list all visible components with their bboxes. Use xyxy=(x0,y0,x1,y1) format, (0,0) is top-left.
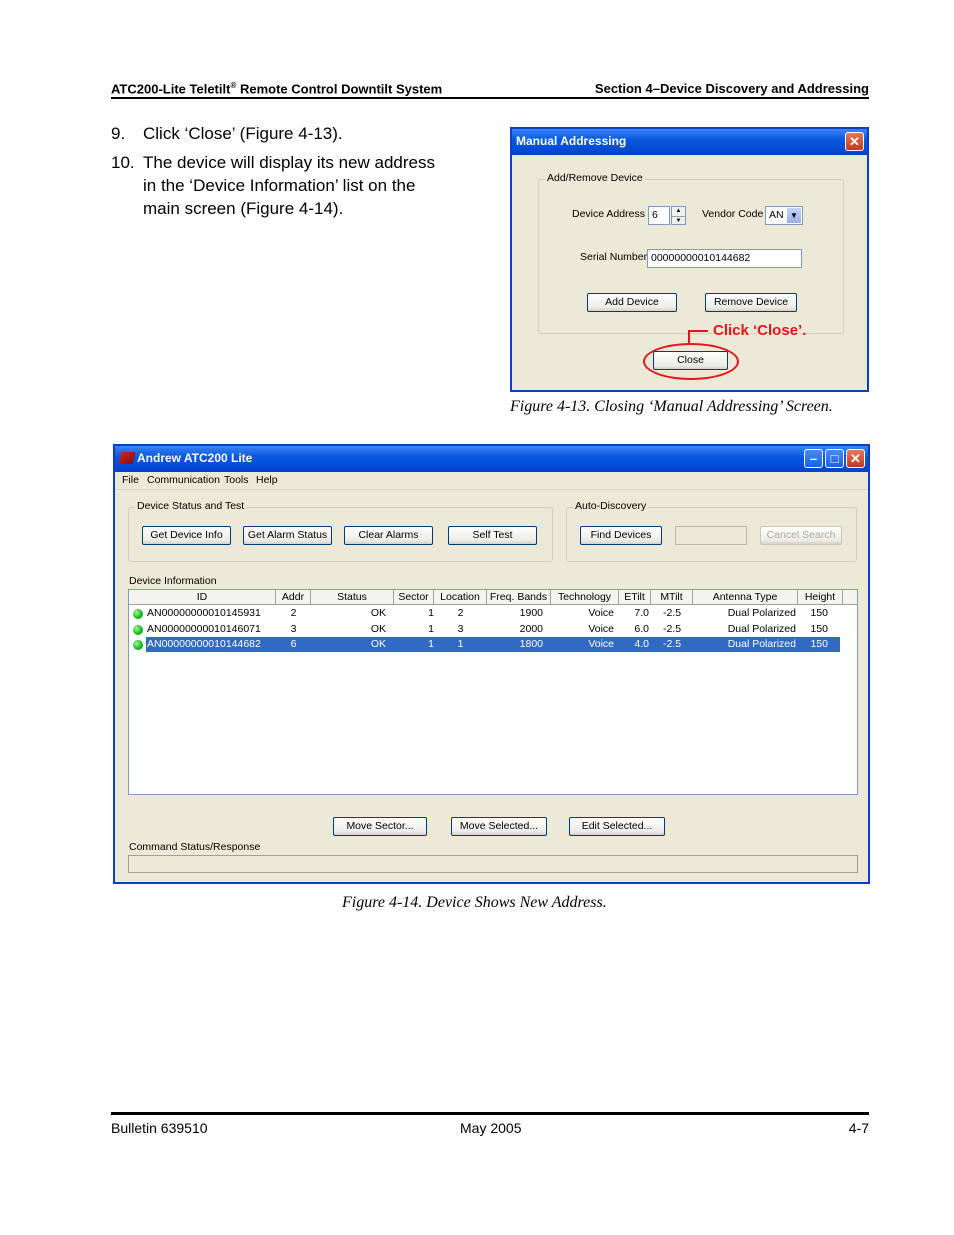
cell-addr: 3 xyxy=(290,622,297,635)
move-sector-button[interactable]: Move Sector... xyxy=(333,817,427,836)
cell-etilt: 4.0 xyxy=(634,638,649,650)
header-left-title: ATC200-Lite Teletilt® Remote Control Downtilt System xyxy=(111,81,443,97)
cell-sector: 1 xyxy=(428,638,434,650)
menu-bar xyxy=(115,472,868,490)
cell-mtilt: -2.5 xyxy=(662,607,682,619)
cell-freq-bands: 1800 xyxy=(519,638,543,650)
self-test-button[interactable]: Self Test xyxy=(448,526,537,545)
spin-down-icon[interactable]: ▼ xyxy=(675,218,682,224)
close-highlight-ellipse xyxy=(643,343,739,380)
col-location[interactable]: Location xyxy=(434,590,487,605)
cell-technology: Voice xyxy=(588,622,614,635)
table-row[interactable] xyxy=(129,637,857,652)
cell-mtilt: -2.5 xyxy=(662,638,682,650)
device-status-label: Device Status and Test xyxy=(137,500,245,512)
footer-bulletin: Bulletin 639510 xyxy=(111,1120,208,1136)
window-close-icon[interactable]: ✕ xyxy=(846,449,865,468)
get-device-info-button[interactable]: Get Device Info xyxy=(142,526,231,545)
cell-addr: 2 xyxy=(290,607,297,619)
add-device-button[interactable]: Add Device xyxy=(587,293,677,312)
serial-number-label: Serial Number xyxy=(580,251,648,263)
col-freq-bands[interactable]: Freq. Bands xyxy=(487,590,551,605)
col-height[interactable]: Height xyxy=(798,590,843,605)
step-9: 9. Click ‘Close’ (Figure 4-13). xyxy=(111,124,343,143)
figure-14-caption: Figure 4-14. Device Shows New Address. xyxy=(342,894,607,911)
chevron-down-icon[interactable]: ▼ xyxy=(787,208,801,223)
minimize-icon[interactable]: – xyxy=(804,449,823,468)
maximize-icon[interactable]: □ xyxy=(825,449,844,468)
cell-height: 150 xyxy=(810,607,828,619)
command-status-label: Command Status/Response xyxy=(129,841,261,853)
callout-leader-vertical xyxy=(688,331,690,344)
cell-sector: 1 xyxy=(428,622,434,635)
menu-communication[interactable]: Communication xyxy=(147,474,220,486)
cell-id: AN00000000010146071 xyxy=(147,622,261,635)
device-information-list[interactable] xyxy=(128,589,858,795)
status-ok-icon xyxy=(133,625,143,635)
command-status-field xyxy=(128,855,858,873)
col-antenna-type[interactable]: Antenna Type xyxy=(693,590,798,605)
remove-device-button[interactable]: Remove Device xyxy=(705,293,797,312)
cell-etilt: 7.0 xyxy=(634,607,649,619)
header-rule xyxy=(111,97,869,99)
spin-up-icon[interactable]: ▲ xyxy=(672,207,685,217)
cell-freq-bands: 1900 xyxy=(519,607,543,619)
serial-number-input[interactable]: 00000000010144682 xyxy=(647,249,802,268)
col-id[interactable]: ID xyxy=(129,590,276,605)
status-ok-icon xyxy=(133,609,143,619)
step-10: 10. The device will display its new address in the ‘Device Information’ list on the main screen (Figure 4-14). xyxy=(111,153,435,218)
discovery-progress-field xyxy=(675,526,747,545)
col-sector[interactable]: Sector xyxy=(394,590,434,605)
cell-id: AN00000000010144682 xyxy=(147,638,261,650)
cell-height: 150 xyxy=(810,638,828,650)
move-selected-button[interactable]: Move Selected... xyxy=(451,817,547,836)
device-address-label: Device Address xyxy=(572,208,645,220)
col-filler xyxy=(843,590,858,605)
main-title: Andrew ATC200 Lite xyxy=(137,451,253,465)
callout-label: Click ‘Close’. xyxy=(713,322,807,339)
footer-date: May 2005 xyxy=(460,1120,522,1136)
cell-addr: 6 xyxy=(290,638,297,650)
cell-status: OK xyxy=(370,622,386,635)
get-alarm-status-button[interactable]: Get Alarm Status xyxy=(243,526,332,545)
cell-location: 2 xyxy=(457,607,464,619)
device-address-spinner[interactable] xyxy=(671,206,686,225)
menu-file[interactable]: File xyxy=(122,474,139,486)
table-row[interactable] xyxy=(129,622,857,637)
col-etilt[interactable]: ETilt xyxy=(619,590,651,605)
cell-freq-bands: 2000 xyxy=(519,622,543,635)
dialog-titlebar xyxy=(512,129,867,155)
main-titlebar xyxy=(115,446,868,472)
callout-leader-horizontal xyxy=(688,330,708,332)
edit-selected-button[interactable]: Edit Selected... xyxy=(569,817,665,836)
device-information-label: Device Information xyxy=(129,575,217,587)
cell-mtilt: -2.5 xyxy=(662,622,682,635)
figure-13-caption: Figure 4-13. Closing ‘Manual Addressing’ Screen. xyxy=(510,398,833,415)
menu-help[interactable]: Help xyxy=(256,474,278,486)
header-right-title: Section 4–Device Discovery and Addressing xyxy=(594,81,869,96)
cancel-search-button: Cancel Search xyxy=(760,526,842,545)
col-mtilt[interactable]: MTilt xyxy=(651,590,693,605)
device-address-input[interactable]: 6 xyxy=(648,206,670,225)
cell-location: 3 xyxy=(457,622,464,635)
cell-status: OK xyxy=(370,638,386,650)
cell-sector: 1 xyxy=(428,607,434,619)
col-status[interactable]: Status xyxy=(311,590,394,605)
find-devices-button[interactable]: Find Devices xyxy=(580,526,662,545)
app-logo-icon xyxy=(118,452,135,464)
cell-id: AN00000000010145931 xyxy=(147,607,261,619)
vendor-code-select[interactable]: AN ▼ xyxy=(765,206,803,225)
clear-alarms-button[interactable]: Clear Alarms xyxy=(344,526,433,545)
close-button[interactable]: Close xyxy=(653,351,728,370)
status-ok-icon xyxy=(133,640,143,650)
auto-discovery-label: Auto-Discovery xyxy=(575,500,647,512)
close-icon[interactable]: ✕ xyxy=(845,132,864,151)
cell-technology: Voice xyxy=(588,638,614,650)
cell-status: OK xyxy=(370,607,386,619)
footer-rule xyxy=(111,1112,869,1115)
atc200-main-window xyxy=(113,444,870,884)
menu-tools[interactable]: Tools xyxy=(224,474,249,486)
cell-antenna-type: Dual Polarized xyxy=(727,607,796,619)
cell-height: 150 xyxy=(810,622,828,635)
cell-technology: Voice xyxy=(588,607,614,619)
dialog-title: Manual Addressing xyxy=(516,134,627,148)
cell-antenna-type: Dual Polarized xyxy=(727,622,796,635)
cell-antenna-type: Dual Polarized xyxy=(727,638,796,650)
col-technology[interactable]: Technology xyxy=(551,590,619,605)
col-addr[interactable]: Addr xyxy=(276,590,311,605)
cell-location: 1 xyxy=(457,638,464,650)
group-label: Add/Remove Device xyxy=(547,172,643,184)
table-row[interactable] xyxy=(129,606,857,621)
cell-etilt: 6.0 xyxy=(634,622,649,635)
vendor-code-label: Vendor Code xyxy=(702,208,764,220)
footer-page-number: 4-7 xyxy=(848,1120,869,1136)
